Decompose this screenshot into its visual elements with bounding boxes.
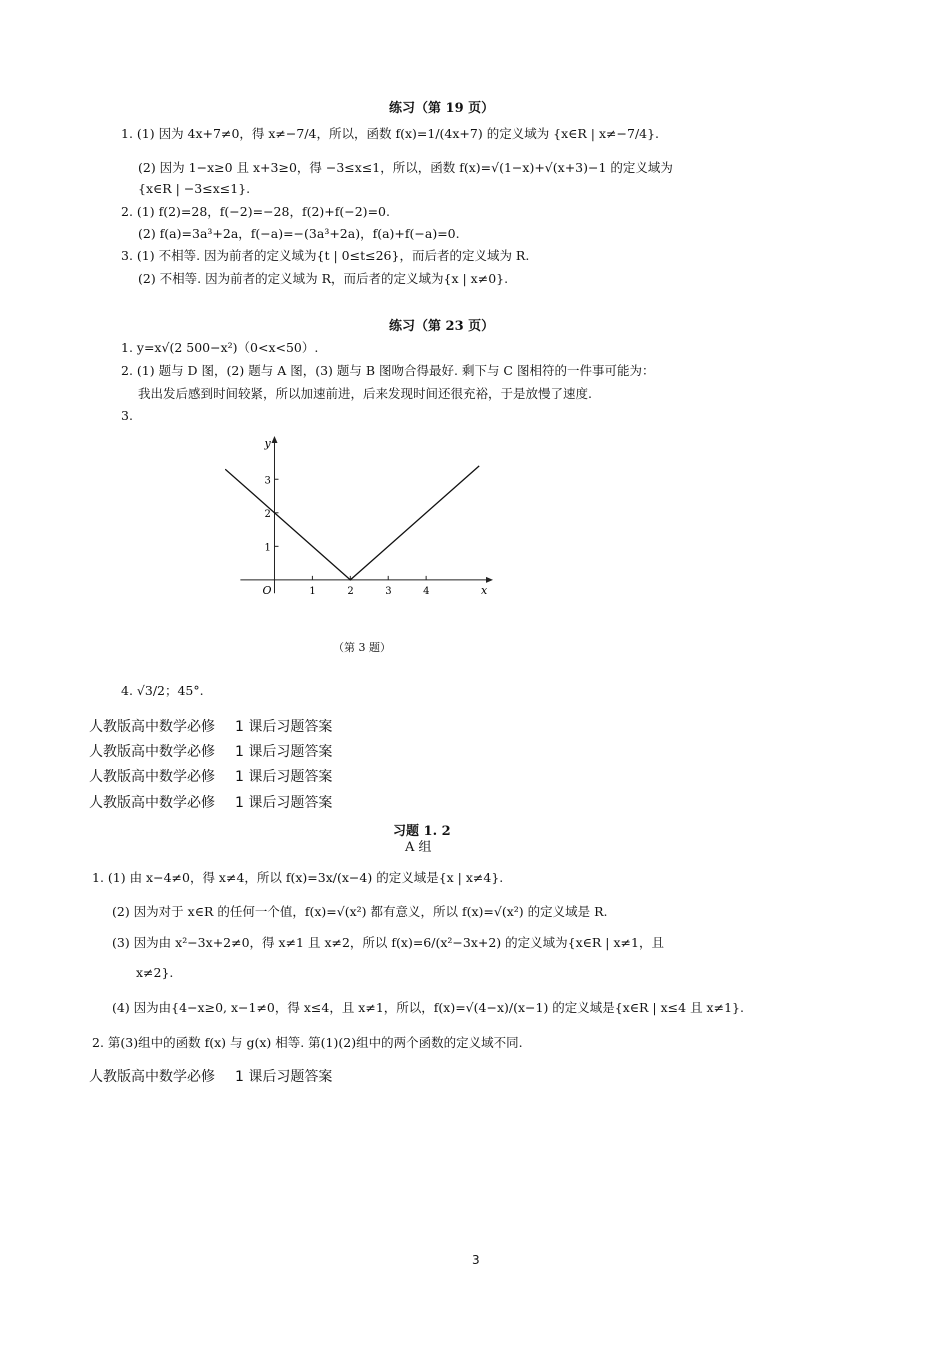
- note-suffix: 1 课后习题答案: [235, 769, 333, 785]
- answer-line: 1. (1) 因为 4x+7≠0，得 x≠−7/4，所以，函数 f(x)=1/(4x+7) 的定义域为 {x∈R | x≠−7/4}.: [121, 126, 660, 141]
- y-tick-label: 2: [264, 508, 271, 520]
- note-suffix: 1 课后习题答案: [235, 744, 333, 760]
- origin-label: O: [262, 583, 272, 597]
- x-tick-label: 1: [309, 585, 316, 597]
- repeated-note: [89, 718, 332, 736]
- answer-line: 4. √3/2；45°.: [121, 683, 204, 698]
- x-axis-arrow: [486, 577, 493, 583]
- note-label: 人教版高中数学必修: [89, 719, 215, 735]
- note-suffix: 1 课后习题答案: [235, 719, 333, 735]
- function-line: [225, 466, 479, 580]
- answer-line: 1. y=x√(2 500−x²)（0<x<50）.: [121, 340, 319, 355]
- answer-line: (2) 因为 1−x≥0 且 x+3≥0，得 −3≤x≤1，所以，函数 f(x)=√(1−x)+√(x+3)−1 的定义域为: [138, 160, 673, 175]
- answer-line: 2. (1) f(2)=28，f(−2)=−28，f(2)+f(−2)=0.: [121, 204, 390, 219]
- group-subtitle: A 组: [405, 840, 432, 855]
- answer-line: 3.: [121, 408, 133, 423]
- answer-line: {x∈R | −3≤x≤1}.: [138, 181, 251, 196]
- repeated-note: [89, 768, 332, 786]
- y-axis-arrow: [271, 436, 277, 443]
- figure-caption: （第 3 题）: [333, 641, 391, 654]
- section-title-practice-19: 练习（第 19 页）: [389, 101, 495, 116]
- answer-line: (2) 因为对于 x∈R 的任何一个值，f(x)=√(x²) 都有意义，所以 f(x)=√(x²) 的定义域是 R.: [112, 904, 608, 919]
- x-axis-label: x: [481, 583, 488, 597]
- answer-line: 1. (1) 由 x−4≠0，得 x≠4，所以 f(x)=3x/(x−4) 的定义域是{x | x≠4}.: [92, 870, 504, 885]
- y-tick-label: 1: [264, 542, 271, 554]
- answer-line: 2. (1) 题与 D 图，(2) 题与 A 图，(3) 题与 B 图吻合得最好. 剩下与 C 图相符的一件事可能为：: [121, 363, 655, 378]
- x-tick-label: 2: [347, 585, 354, 597]
- page-number: 3: [472, 1253, 480, 1267]
- note-label: 人教版高中数学必修: [89, 795, 215, 811]
- answer-line: 3. (1) 不相等. 因为前者的定义域为{t | 0≤t≤26}，而后者的定义域为 R.: [121, 248, 530, 263]
- answer-line: 我出发后感到时间较紧，所以加速前进，后来发现时间还很充裕，于是放慢了速度.: [138, 386, 592, 401]
- note-suffix: 1 课后习题答案: [235, 1069, 333, 1085]
- answer-line: (2) f(a)=3a³+2a，f(−a)=−(3a³+2a)，f(a)+f(−a)=0.: [138, 226, 460, 241]
- answer-line: 2. 第(3)组中的函数 f(x) 与 g(x) 相等. 第(1)(2)组中的两个函数的定义域不同.: [92, 1035, 523, 1050]
- final-note: [89, 1068, 332, 1086]
- section-title-practice-23: 练习（第 23 页）: [389, 319, 495, 334]
- x-tick-label: 4: [423, 585, 430, 597]
- repeated-note: [89, 794, 332, 812]
- answer-line: (2) 不相等. 因为前者的定义域为 R，而后者的定义域为{x | x≠0}.: [138, 271, 509, 286]
- answer-line: (3) 因为由 x²−3x+2≠0，得 x≠1 且 x≠2，所以 f(x)=6/(x²−3x+2) 的定义域为{x∈R | x≠1，且: [112, 935, 664, 950]
- x-tick-label: 3: [385, 585, 392, 597]
- y-tick-label: 3: [264, 475, 271, 487]
- note-suffix: 1 课后习题答案: [235, 795, 333, 811]
- y-axis-label: y: [264, 437, 271, 450]
- function-graph: [225, 435, 495, 620]
- section-title-exercise-1-2: 习题 1. 2: [393, 824, 451, 839]
- repeated-note: [89, 743, 332, 761]
- note-label: 人教版高中数学必修: [89, 769, 215, 785]
- note-label: 人教版高中数学必修: [89, 744, 215, 760]
- note-label: 人教版高中数学必修: [89, 1069, 215, 1085]
- answer-line: x≠2}.: [136, 965, 174, 980]
- answer-line: (4) 因为由{4−x≥0, x−1≠0，得 x≤4，且 x≠1，所以，f(x)=√(4−x)/(x−1) 的定义域是{x∈R | x≤4 且 x≠1}.: [112, 1000, 744, 1015]
